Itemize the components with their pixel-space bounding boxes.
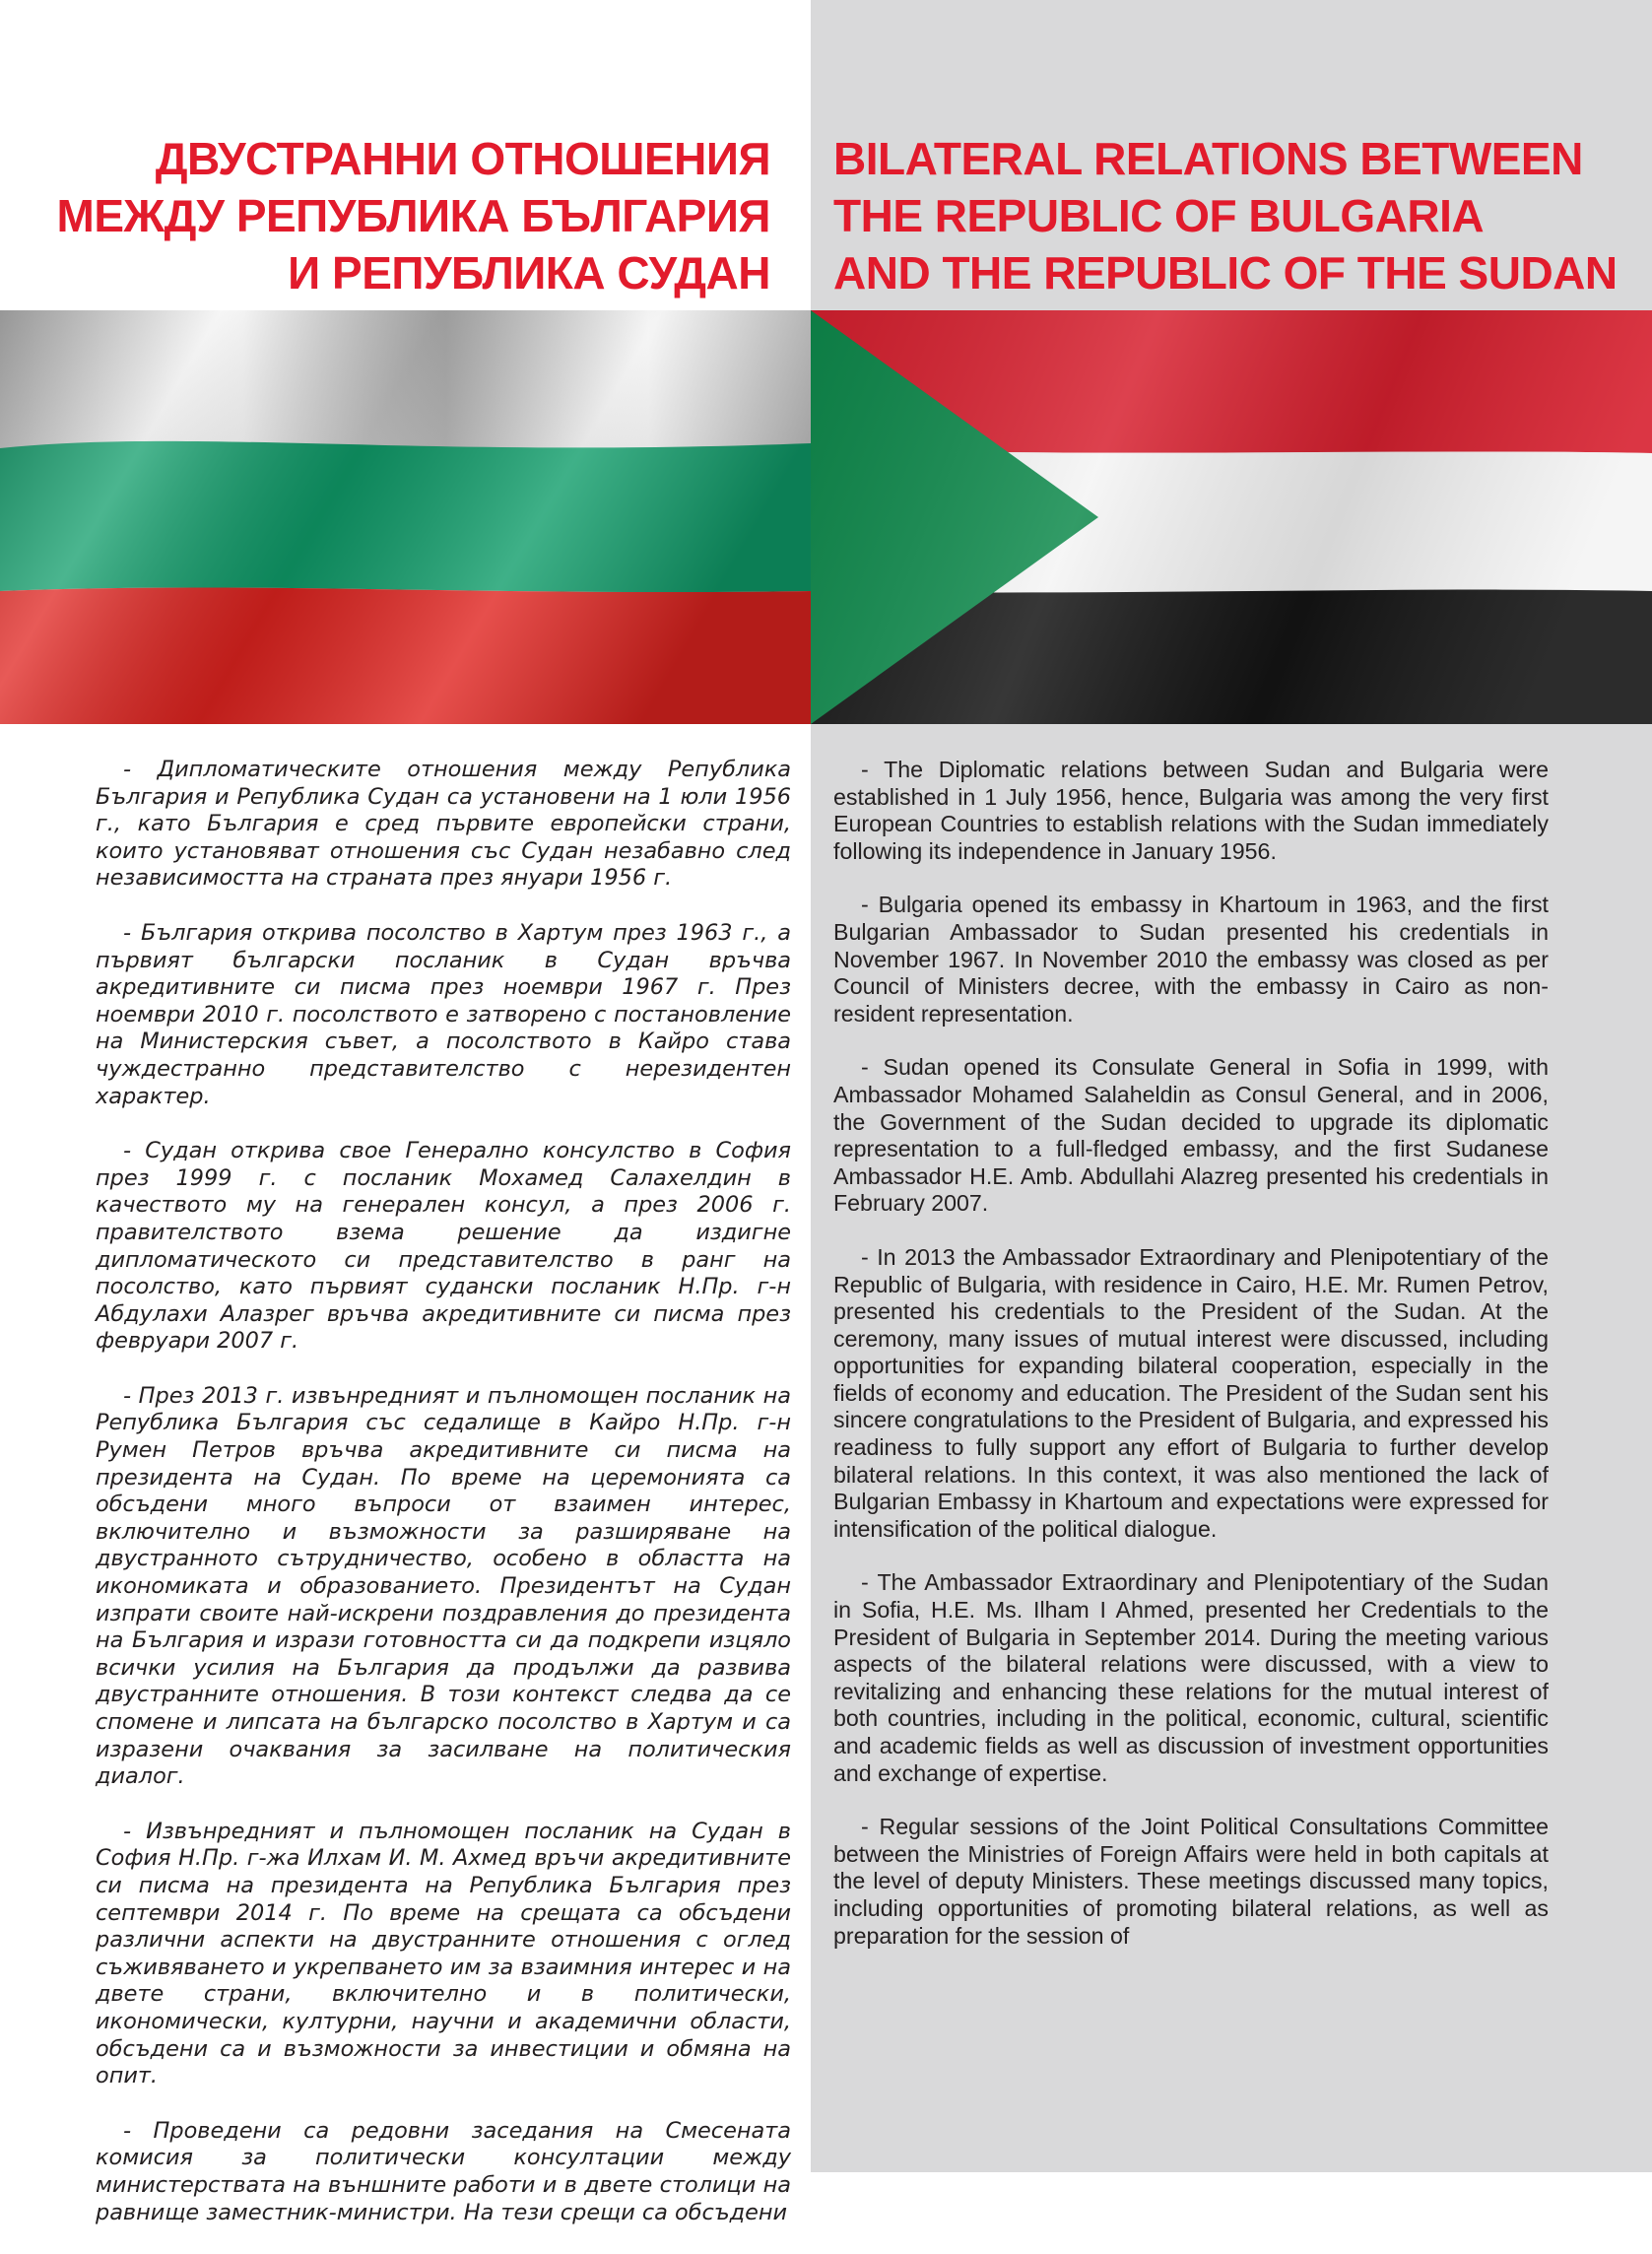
- paragraph-en-5: - The Ambassador Extraordinary and Plenipotentiary of the Sudan in Sofia, H.E. Ms. Ilham I Ahmed, presented her Credentials to the President of Bulgaria in September 2014. During the meeting various aspects of the bilateral relations were discussed, with a view to revitalizing and enhancing these relations for the mutual interest of both countries, including in the political, economic, cultural, scientific and academic fields as well as discussion of investment opportunities and exchange of expertise.: [833, 1569, 1549, 1786]
- title-bg-line-2: МЕЖДУ РЕПУБЛИКА БЪЛГАРИЯ: [56, 190, 770, 241]
- sudanese-flag-icon: [811, 310, 1652, 724]
- paragraph-en-6: - Regular sessions of the Joint Political Consultations Committee between the Ministries of Foreign Affairs were held in both capitals at the level of deputy Ministers. These meetings discussed many topics, including opportunities of promoting bilateral relations, as well as preparation for the session of: [833, 1814, 1549, 1949]
- paragraph-bg-4: - През 2013 г. извънредният и пълномощен посланик на Република България със седалище в Кайро Н.Пр. г-н Румен Петров връчва акредитивните си писма на президента на Судан. По време на церемонията са обсъдени много въпроси от взаимен интерес, включително и възможности за разширяване на двустранното сътрудничество, особено в областта на икономиката и образованието. Президентът на Судан изпрати своите най-искрени поздравления до президента на България и изрази готовността си да подкрепи изцяло всички усилия на България да продължи да развива двустранните отношения. В този контекст следва да се спомене и липсата на българско посолство в Хартум и са изразени очаквания за засилване на политическия диалог.: [96, 1382, 791, 1790]
- title-bg-line-3: И РЕПУБЛИКА СУДАН: [288, 247, 770, 298]
- title-en-line-2: THE REPUBLIC OF BULGARIA: [833, 190, 1485, 241]
- paragraph-bg-5: - Извънредният и пълномощен посланик на Судан в София Н.Пр. г-жа Илхам И. М. Ахмед връчи акредитивните си писма на президента на Република България през септември 2014 г. По време на срещата са обсъдени различни аспекти на двустранните отношения с оглед съживяването и укрепването им за взаимния интерес и на двете страни, включително и в политически, икономически, културни, научни и академични области, обсъдени са и възможности за инвестиции и обмяна на опит.: [96, 1818, 791, 2089]
- english-text-column: [833, 757, 1549, 1976]
- paragraph-en-4: - In 2013 the Ambassador Extraordinary and Plenipotentiary of the Republic of Bulgaria, with residence in Cairo, H.E. Mr. Rumen Petrov, presented his credentials to the President of the Sudan. At the ceremony, many issues of mutual interest were discussed, including opportunities for expanding bilateral cooperation, especially in the fields of economy and education. The President of the Sudan sent his sincere congratulations to the President of Bulgaria, and expressed his readiness to fully support any effort of Bulgaria to further develop bilateral relations. In this context, it was also mentioned the lack of Bulgarian Embassy in Khartoum and expectations were expressed for intensification of the political dialogue.: [833, 1243, 1549, 1542]
- paragraph-bg-2: - България открива посолство в Хартум през 1963 г., а първият български посланик в Судан връчва акредитивните си писма през ноември 1967 г. През ноември 2010 г. посолството е затворено с постановление на Министерския съвет, а посолството в Кайро става чуждестранно представителство с нерезидентен характер.: [96, 919, 791, 1109]
- title-bulgarian: [39, 130, 770, 301]
- title-bg-line-1: ДВУСТРАННИ ОТНОШЕНИЯ: [155, 133, 770, 184]
- paragraph-bg-1: - Дипломатическите отношения между Република България и Република Судан са установени на 1 юли 1956 г., като България е сред първите европейски страни, които установяват отношения със Судан незабавно след независимостта на страната през януари 1956 г.: [96, 757, 791, 892]
- title-english: [833, 130, 1641, 301]
- title-en-line-1: BILATERAL RELATIONS BETWEEN: [833, 133, 1583, 184]
- bulgarian-text-column: [96, 757, 791, 2254]
- paragraph-bg-3: - Судан открива свое Генерално консулство в София през 1999 г. с посланик Мохамед Салахелдин в качеството му на генерален консул, а през 2006 г. правителството взема решение да издигне дипломатическото си представителство в ранг на посолство, като първият судански посланик Н.Пр. г-н Абдулахи Алазрег връчва акредитивните си писма през февруари 2007 г.: [96, 1138, 791, 1355]
- paragraph-en-1: - The Diplomatic relations between Sudan and Bulgaria were established in 1 July 1956, hence, Bulgaria was among the very first European Countries to establish relations with the Sudan immediately following its independence in January 1956.: [833, 757, 1549, 864]
- bulgarian-flag-icon: [0, 310, 811, 724]
- paragraph-en-2: - Bulgaria opened its embassy in Khartoum in 1963, and the first Bulgarian Ambassador to Sudan presented his credentials in November 1967. In November 2010 the embassy was closed as per Council of Ministers decree, with the embassy in Cairo as non- resident representation.: [833, 892, 1549, 1027]
- paragraph-en-3: - Sudan opened its Consulate General in Sofia in 1999, with Ambassador Mohamed Salaheldin as Consul General, and in 2006, the Government of the Sudan decided to upgrade its diplomatic representation to a full-fledged embassy, and the first Sudanese Ambassador H.E. Amb. Abdullahi Alazreg presented his credentials in February 2007.: [833, 1054, 1549, 1217]
- paragraph-bg-6: - Проведени са редовни заседания на Смесената комисия за политически консултации между министерствата на външните работи и в двете столици на равнище заместник-министри. На тези срещи са обсъдени: [96, 2117, 791, 2225]
- title-en-line-3: AND THE REPUBLIC OF THE SUDAN: [833, 247, 1618, 298]
- sudanese-flag-image: [811, 310, 1652, 724]
- bulgarian-flag-image: [0, 310, 811, 724]
